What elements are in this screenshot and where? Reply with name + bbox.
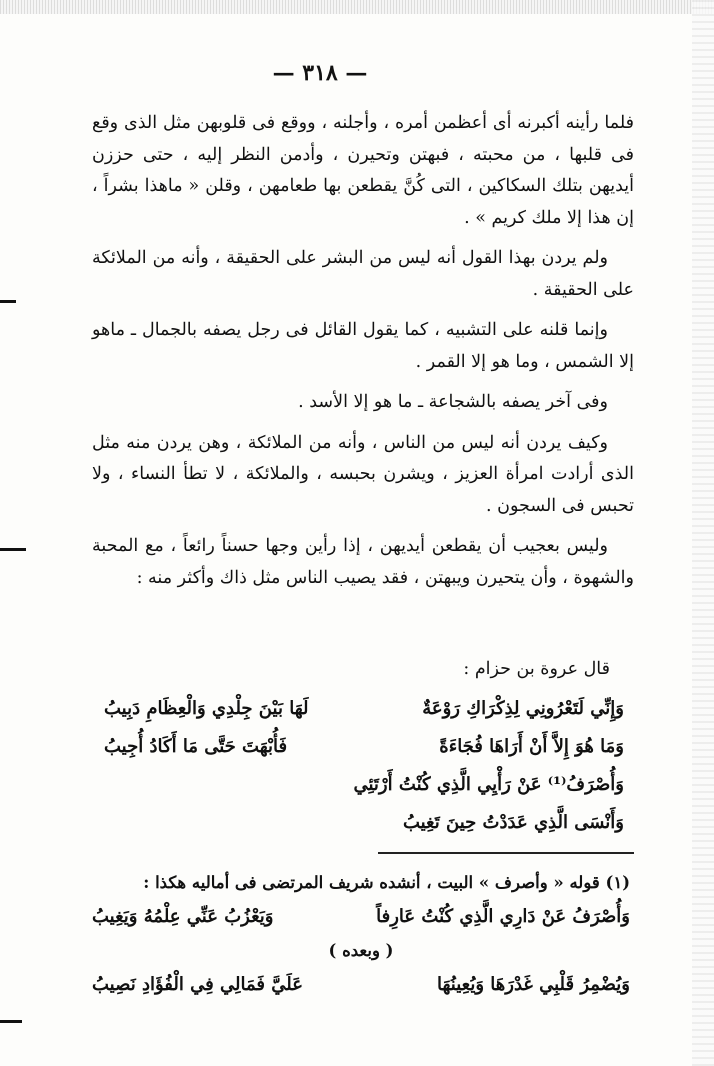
poem-verse [104, 728, 624, 766]
page-number: — ٣١٨ — [272, 60, 368, 86]
margin-mark [0, 1020, 22, 1023]
poem-verse [104, 766, 624, 804]
footnote-verse [92, 966, 630, 1004]
poem-verse [104, 690, 624, 728]
verse-second-hemistich: فَأُبْهَتَ حَتَّى مَا أَكَادُ أُجِيبُ [104, 736, 288, 757]
paragraph: وليس بعجيب أن يقطعن أيديهن ، إذا رأين وجها حسناً رائعاً ، مع المحبة والشهوة ، وأن يتحيرن ويبهتن ، فقد يصيب الناس مثل ذاك وأكثر منه : [92, 536, 634, 588]
verse-first-hemistich: وَأُصْرَفُ عَنْ دَارِي الَّذِي كُنْتُ عَارِفاً [376, 906, 630, 927]
paragraph: وكيف يردن أنه ليس من الناس ، وأنه من الملائكة ، وهن يردن منه مثل الذى أرادت امرأة العزيز ، ويشرن بحبسه ، والملائكة ، لا تطأ النساء ، ولا تحبس فى السجون . [92, 432, 634, 516]
paragraph: وفى آخر يصفه بالشجاعة ـ ما هو إلا الأسد . [298, 392, 608, 412]
footnote-verse [92, 898, 630, 936]
poem-intro: قال عروة بن حزام : [463, 659, 610, 679]
verse-second-hemistich: وَيَعْزُبُ عَنِّي عِلْمُهُ وَيَغِيبُ [92, 906, 274, 927]
poem-verse [104, 804, 624, 842]
poem [104, 690, 624, 842]
footnote [92, 868, 630, 1004]
verse-second-hemistich: عَلَيَّ فَمَالِي فِي الْفُؤَادِ نَصِيبُ [92, 974, 303, 995]
footnote-and-after: ( وبعده ) [328, 941, 394, 960]
verse-first-hemistich: وَأُصْرَفُ⁽¹⁾ عَنْ رَأْيِي الَّذِي كُنْتُ أَرْتَئِي [353, 774, 624, 795]
verse-second-hemistich: لَهَا بَيْنَ جِلْدِي وَالْعِظَامِ دَبِيبُ [104, 698, 309, 719]
main-text [92, 108, 634, 603]
footnote-divider [378, 852, 634, 854]
scan-edge-right [692, 0, 714, 1066]
paragraph: ولم يردن بهذا القول أنه ليس من البشر على الحقيقة ، وأنه من الملائكة على الحقيقة . [92, 248, 634, 300]
paragraph: وإنما قلنه على التشبيه ، كما يقول القائل فى رجل يصفه بالجمال ـ ماهو إلا الشمس ، وما هو إلا القمر . [92, 320, 634, 372]
verse-first-hemistich: وَإِنِّي لَتَعْرُونِي لِذِكْرَاكِ رَوْعَةٌ [422, 698, 624, 719]
verse-first-hemistich: وَمَا هُوَ إِلاَّ أَنْ أَرَاهَا فُجَاءَةً [439, 736, 624, 757]
footnote-intro: (١) قوله « وأصرف » البيت ، أنشده شريف المرتضى فى أماليه هكذا : [143, 873, 630, 892]
margin-mark [0, 548, 26, 551]
verse-first-hemistich: وَيُضْمِرُ قَلْبِي غَدْرَهَا وَيُعِينُهَا [436, 974, 630, 995]
verse-first-hemistich: وَأَنْسَى الَّذِي عَدَدْتُ حِينَ تَغِيبُ [402, 812, 624, 833]
margin-mark [0, 300, 16, 303]
paragraph: فلما رأينه أكبرنه أى أعظمن أمره ، وأجلنه ، ووقع فى قلوبهن مثل الذى وقع فى قلبها ، من محبته ، فبهتن وتحيرن ، وأدمن النظر إليه ، حتى حززن أيديهن بتلك السكاكين ، التى كُنَّ يقطعن بها طعامهن ، وقلن « ماهذا بشراً ، إن هذا إلا ملك كريم » . [92, 113, 634, 228]
scan-edge-top [0, 0, 714, 14]
